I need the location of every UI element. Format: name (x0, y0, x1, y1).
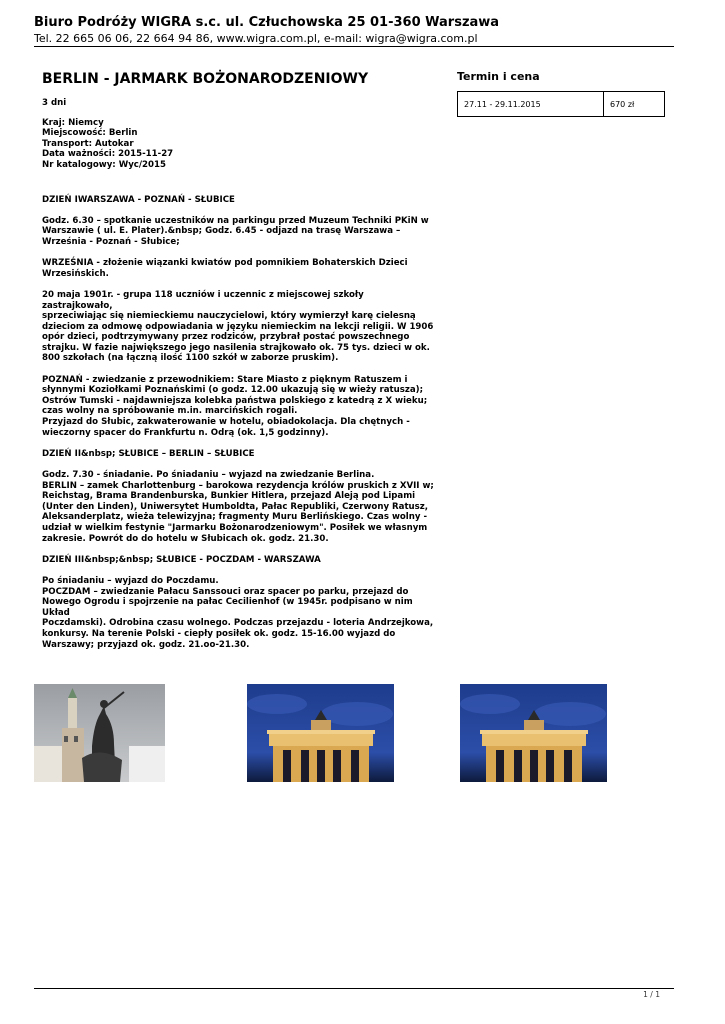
day-1-paragraph (42, 258, 434, 279)
tour-details (42, 118, 434, 171)
day-3-heading: DZIEŃ III&nbsp;&nbsp; SŁUBICE - POCZDAM - WARSZAWA (42, 554, 321, 565)
text-line: udział w wielkim festynie "Jarmarku Bożonarodzeniowym". Posiłek we własnym (42, 522, 428, 533)
term-price: 670 zł (604, 92, 665, 117)
text-line: opór dzieci, podtrzymywany przez rodziców, przybrał postać powszechnego (42, 332, 410, 343)
text-line: strajku. W fazie największego jego nasilenia strajkowało ok. 75 tys. dzieci w ok. (42, 342, 430, 353)
text-line: Warszawy; przyjazd ok. godz. 21.oo-21.30. (42, 639, 250, 650)
footer-divider (34, 988, 674, 989)
text-line: Po śniadaniu – wyjazd do Poczdamu. (42, 575, 219, 586)
text-line: Wrzesińskich. (42, 268, 109, 279)
photo-brandenburg-gate (460, 684, 607, 782)
pricing-panel (457, 70, 665, 117)
day-1-paragraph (42, 290, 434, 364)
text-line: słynnymi Koziołkami Poznańskimi (o godz. 12.00 ukazują się w wieży ratusza); (42, 385, 424, 396)
detail-transport: Transport: Autokar (42, 138, 134, 149)
text-line: 800 szkołach (na łączną ilość 1100 szkół w zaborze pruskim). (42, 353, 339, 364)
company-name: Biuro Podróży WIGRA s.c. ul. Człuchowska 25 01-360 Warszawa (34, 15, 500, 30)
term-dates: 27.11 - 29.11.2015 (458, 92, 604, 117)
page-number: 1 / 1 (643, 990, 660, 999)
text-line: POZNAŃ - zwiedzanie z przewodnikiem: Stare Miasto z pięknym Ratuszem i (42, 374, 408, 385)
text-line: zakresie. Powrót do do hotelu w Słubicach ok. godz. 21.30. (42, 533, 329, 544)
day-2-paragraph (42, 470, 434, 544)
text-line: BERLIN – zamek Charlottenburg – barokowa rezydencja królów pruskich z XVII w; (42, 480, 434, 491)
tour-duration: 3 dni (42, 98, 67, 108)
pricing-title: Termin i cena (457, 70, 540, 83)
day-1-paragraph (42, 216, 434, 248)
day-1-paragraph (42, 375, 434, 439)
photo-poznan-statue (34, 684, 165, 782)
detail-city: Miejscowość: Berlin (42, 128, 138, 139)
text-line: Poczdamski). Odrobina czasu wolnego. Podczas przejazdu - loteria Andrzejkowa, (42, 618, 434, 629)
text-line: Nowego Ogrodu i spojrzenie na pałac Cecilienhof (w 1945r. podpisano w nim Układ (42, 597, 413, 618)
text-line: POCZDAM – zwiedzanie Pałacu Sanssouci oraz spacer po parku, przejazd do (42, 586, 409, 597)
text-line: sprzeciwiając się niemieckiemu nauczycielowi, który wymierzył karę cielesną (42, 311, 416, 322)
text-line: wieczorny spacer do Frankfurtu n. Odrą (ok. 1,5 godzinny). (42, 427, 329, 438)
table-row (458, 92, 665, 117)
text-line: (Unter den Linden), Uniwersytet Humboldta, Pałac Republiki, Czerwony Ratusz, (42, 501, 429, 512)
text-line: dzieciom za odmowę odpowiadania w języku niemieckim na lekcji religii. W 1906 (42, 321, 434, 332)
text-line: 20 maja 1901r. - grupa 118 uczniów i uczennic z miejscowej szkoły zastrajkowało, (42, 289, 364, 311)
text-line: Ostrów Tumski - najdawniejsza kolebka państwa polskiego z katedrą z X wieku; (42, 395, 428, 406)
text-line: WRZEŚNIA - złożenie wiązanki kwiatów pod pomnikiem Bohaterskich Dzieci (42, 258, 408, 269)
photo-brandenburg-gate (247, 684, 394, 782)
detail-country: Kraj: Niemcy (42, 117, 104, 128)
text-line: Godz. 7.30 - śniadanie. Po śniadaniu – wyjazd na zwiedzanie Berlina. (42, 470, 375, 480)
text-line: Warszawie ( ul. E. Plater).&nbsp; Godz. 6.45 - odjazd na trasę Warszawa – (42, 226, 401, 237)
text-line: Przyjazd do Słubic, zakwaterowanie w hotelu, obiadokolacja. Dla chętnych - (42, 417, 410, 428)
company-contact: Tel. 22 665 06 06, 22 664 94 86, www.wigra.com.pl, e-mail: wigra@wigra.com.pl (34, 32, 478, 45)
day-3-paragraph (42, 576, 434, 650)
detail-valid-until: Data ważności: 2015-11-27 (42, 149, 174, 160)
text-line: Godz. 6.30 – spotkanie uczestników na parkingu przed Muzeum Techniki PKiN w (42, 215, 429, 226)
tour-title: BERLIN - JARMARK BOŻONARODZENIOWY (42, 71, 369, 87)
text-line: czas wolny na spróbowanie m.in. marcińskich rogali. (42, 406, 298, 417)
header-divider (34, 46, 674, 47)
text-line: konkursy. Na terenie Polski - ciepły posiłek ok. godz. 15-16.00 wyjazd do (42, 628, 396, 639)
text-line: Aleksanderplatz, wieża telewizyjna; fragmenty Muru Berlińskiego. Czas wolny - (42, 512, 428, 523)
pricing-table (457, 91, 665, 117)
day-2-heading: DZIEŃ II&nbsp; SŁUBICE – BERLIN – SŁUBICE (42, 448, 255, 459)
document-header (34, 14, 674, 46)
detail-catalog-number: Nr katalogowy: Wyc/2015 (42, 159, 166, 170)
text-line: Reichstag, Brama Brandenburska, Bunkier Hitlera, przejazd Aleją pod Lipami (42, 491, 416, 502)
text-line: Września - Poznań - Słubice; (42, 236, 180, 247)
day-1-heading: DZIEŃ IWARSZAWA - POZNAŃ - SŁUBICE (42, 194, 235, 205)
tour-description (42, 70, 434, 650)
